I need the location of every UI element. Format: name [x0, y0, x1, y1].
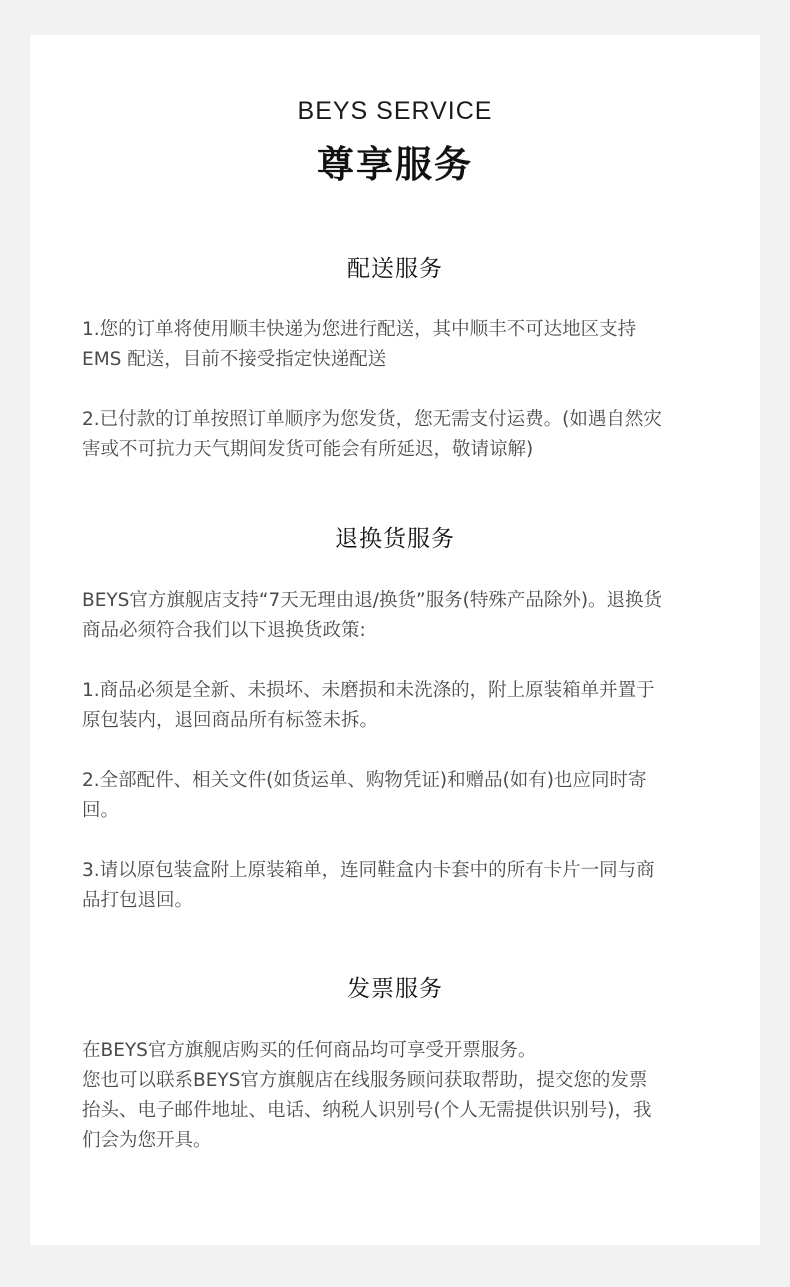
returns-paragraph-1	[82, 676, 712, 736]
text-line: BEYS官方旗舰店支持“7天无理由退/换货”服务(特殊产品除外)。退换货	[82, 590, 663, 611]
delivery-paragraph-2	[82, 405, 712, 465]
text-line: 们会为您开具。	[82, 1130, 212, 1151]
invoice-paragraph	[82, 1036, 712, 1156]
text-line: 害或不可抗力天气期间发货可能会有所延迟，敬请谅解)	[82, 439, 534, 460]
text-line: 1.您的订单将使用顺丰快递为您进行配送，其中顺丰不可达地区支持	[82, 319, 637, 340]
returns-paragraph-3	[82, 856, 712, 916]
text-line: 商品必须符合我们以下退换货政策:	[82, 620, 366, 641]
delivery-paragraph-1	[82, 315, 712, 375]
text-line: 2.全部配件、相关文件(如货运单、购物凭证)和赠品(如有)也应同时寄	[82, 770, 647, 791]
text-line: 3.请以原包装盒附上原装箱单，连同鞋盒内卡套中的所有卡片一同与商	[82, 860, 655, 881]
text-line: 在BEYS官方旗舰店购买的任何商品均可享受开票服务。	[82, 1040, 537, 1061]
section-title-returns: 退换货服务	[335, 526, 455, 552]
section-title-delivery: 配送服务	[347, 256, 443, 282]
page-title: 尊享服务	[317, 143, 473, 186]
text-line: 品打包退回。	[82, 890, 194, 911]
text-line: 抬头、电子邮件地址、电话、纳税人识别号(个人无需提供识别号)，我	[82, 1100, 652, 1121]
section-title-invoice: 发票服务	[347, 976, 443, 1002]
text-line: 2.已付款的订单按照订单顺序为您发货，您无需支付运费。(如遇自然灾	[82, 409, 662, 430]
returns-paragraph-2	[82, 766, 712, 826]
brand-heading: BEYS SERVICE	[297, 97, 493, 125]
returns-intro	[82, 586, 712, 646]
text-line: 1.商品必须是全新、未损坏、未磨损和未洗涤的，附上原装箱单并置于	[82, 680, 655, 701]
text-line: EMS 配送，目前不接受指定快递配送	[82, 349, 387, 370]
text-line: 您也可以联系BEYS官方旗舰店在线服务顾问获取帮助，提交您的发票	[82, 1070, 648, 1091]
text-line: 原包装内，退回商品所有标签未拆。	[82, 710, 379, 731]
text-line: 回。	[82, 800, 120, 821]
